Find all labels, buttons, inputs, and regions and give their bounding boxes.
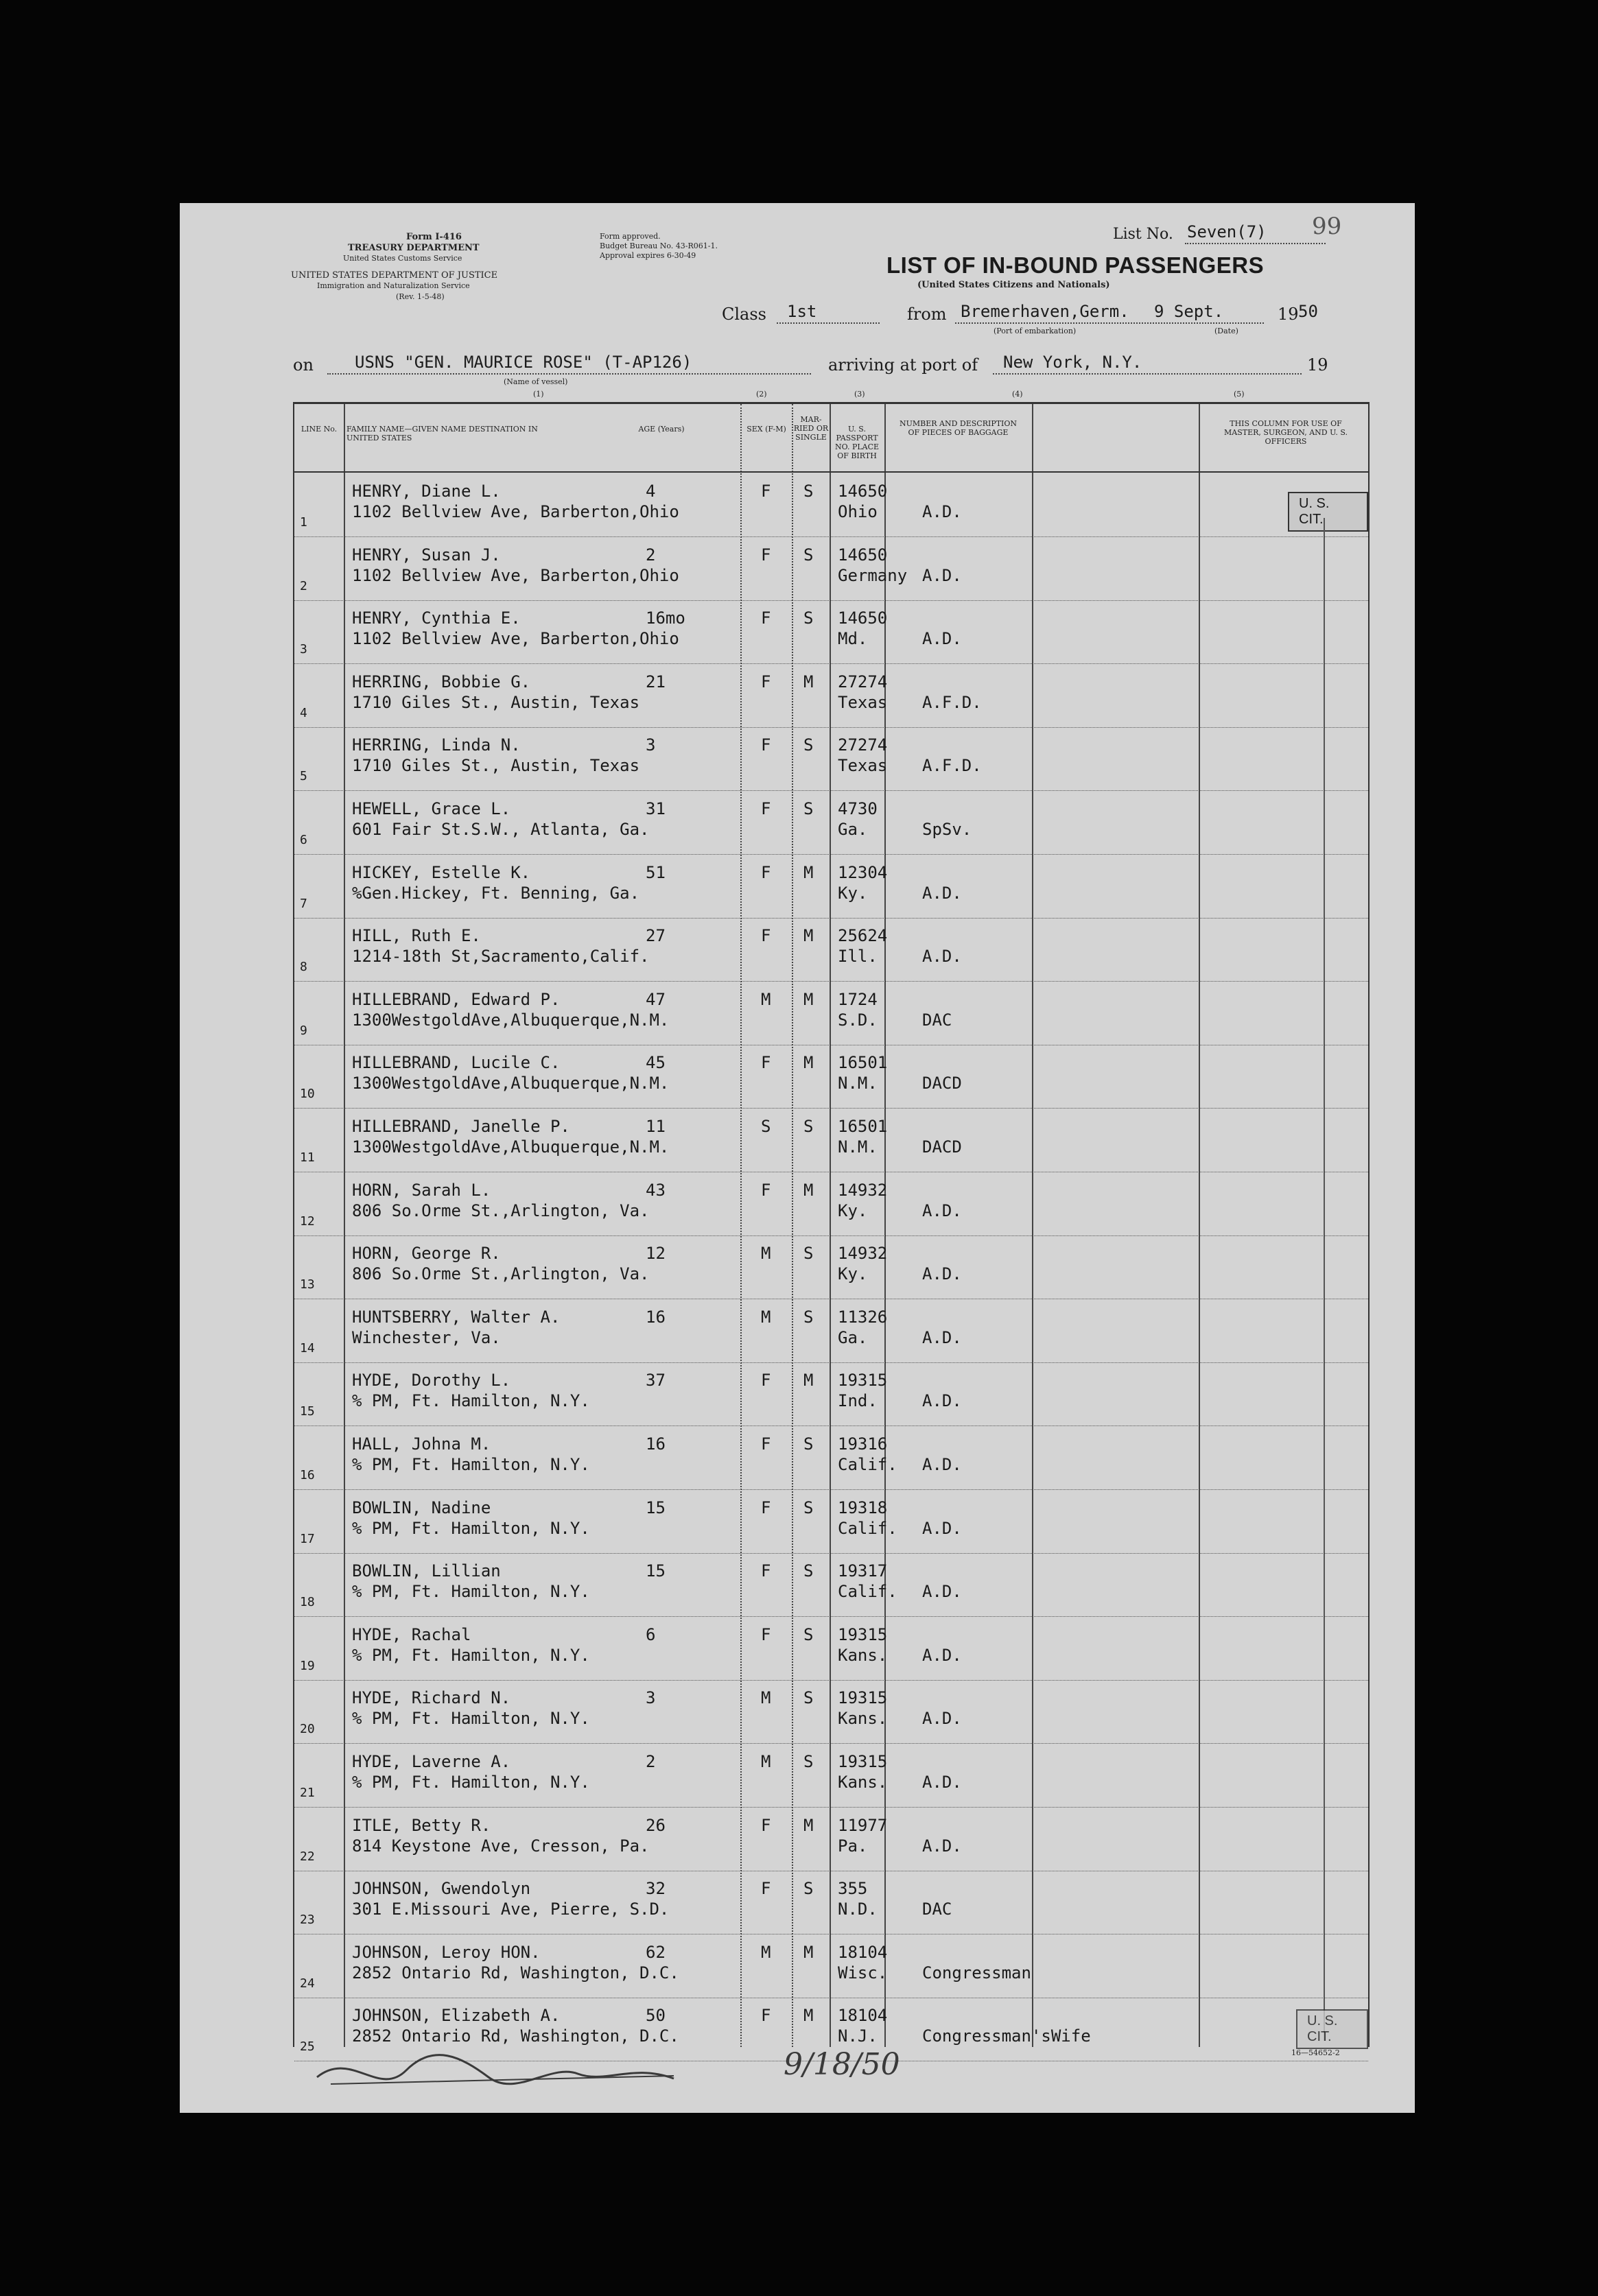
passenger-age: 2 — [646, 1752, 656, 1771]
table-row — [294, 1044, 1368, 1109]
passenger-address: 1102 Bellview Ave, Barberton,Ohio — [352, 565, 679, 585]
passport-number: 11977 — [838, 1815, 888, 1835]
passenger-age: 31 — [646, 799, 666, 818]
passenger-address: 1710 Giles St., Austin, Texas — [352, 756, 640, 776]
table-row — [294, 600, 1368, 664]
passport-number: 355 — [838, 1879, 868, 1899]
baggage: A.D. — [922, 1455, 962, 1474]
baggage: A.D. — [922, 1200, 962, 1220]
marital-status: S — [803, 1561, 814, 1581]
passport-number: 11326 — [838, 1307, 888, 1327]
baggage: A.D. — [922, 1518, 962, 1538]
passenger-name: HENRY, Cynthia E. — [352, 608, 521, 628]
baggage: SpSv. — [922, 820, 972, 839]
passenger-sex: F — [761, 608, 771, 628]
passenger-address: 301 E.Missouri Ave, Pierre, S.D. — [352, 1899, 670, 1919]
passenger-name: HILLEBRAND, Lucile C. — [352, 1053, 561, 1073]
baggage: Congressman'sWife — [922, 2026, 1091, 2046]
passenger-address: 1300WestgoldAve,Albuquerque,N.M. — [352, 1074, 670, 1093]
passenger-name: JOHNSON, Elizabeth A. — [352, 2006, 561, 2026]
line-number: 10 — [300, 1087, 315, 1102]
passenger-address: % PM, Ft. Hamilton, N.Y. — [352, 1455, 590, 1474]
form-revision: (Rev. 1-5-48) — [396, 292, 445, 301]
passenger-address: % PM, Ft. Hamilton, N.Y. — [352, 1391, 590, 1411]
passport-number: 19315 — [838, 1688, 888, 1708]
passenger-age: 62 — [646, 1942, 666, 1962]
passenger-name: JOHNSON, Gwendolyn — [352, 1879, 531, 1899]
passenger-sex: M — [761, 1688, 771, 1708]
passenger-address: % PM, Ft. Hamilton, N.Y. — [352, 1773, 590, 1792]
table-row — [294, 1552, 1368, 1617]
col-header-married: MAR-RIED OR SINGLE — [793, 415, 829, 442]
passenger-age: 12 — [646, 1244, 666, 1264]
line-number: 2 — [300, 578, 307, 593]
col-header-baggage: NUMBER AND DESCRIPTION OF PIECES OF BAGGAGE — [899, 419, 1018, 437]
passenger-name: HICKEY, Estelle K. — [352, 862, 531, 882]
place-of-birth: Ohio — [838, 502, 878, 521]
place-of-birth: N.D. — [838, 1899, 878, 1919]
line-number: 23 — [300, 1913, 315, 1928]
baggage: A.D. — [922, 1709, 962, 1729]
embarkation-date: 9 Sept. — [1154, 302, 1224, 321]
passport-number: 16501 — [838, 1117, 888, 1136]
marital-status: S — [803, 1624, 814, 1644]
passenger-sex: M — [761, 1307, 771, 1327]
passenger-age: 2 — [646, 545, 656, 565]
table-row — [294, 1362, 1368, 1426]
line-number: 6 — [300, 833, 307, 847]
table-row — [294, 981, 1368, 1045]
marital-status: M — [803, 862, 814, 882]
passenger-name: HYDE, Rachal — [352, 1624, 471, 1644]
col-num-3: (3) — [854, 390, 865, 399]
page-number: 99 — [1312, 213, 1342, 240]
passenger-address: 814 Keystone Ave, Cresson, Pa. — [352, 1836, 650, 1856]
line-number: 14 — [300, 1340, 315, 1356]
passenger-sex: F — [761, 862, 771, 882]
passport-number: 14932 — [838, 1244, 888, 1264]
table-row — [294, 663, 1368, 728]
passenger-sex: M — [761, 1942, 771, 1962]
passenger-age: 27 — [646, 926, 666, 946]
baggage: A.D. — [922, 1327, 962, 1347]
baggage: A.D. — [922, 1645, 962, 1665]
passport-number: 27274 — [838, 735, 888, 755]
passenger-name: HORN, Sarah L. — [352, 1180, 491, 1200]
marital-status: S — [803, 735, 814, 755]
table-row — [294, 1172, 1368, 1236]
line-number: 4 — [300, 705, 307, 720]
baggage: A.D. — [922, 1582, 962, 1602]
passenger-address: % PM, Ft. Hamilton, N.Y. — [352, 1518, 590, 1538]
year2: 19 — [1307, 355, 1328, 375]
place-of-birth: Ill. — [838, 947, 878, 967]
line-number: 11 — [300, 1150, 315, 1165]
form-approved: Form approved. — [600, 232, 661, 241]
place-of-birth: Ky. — [838, 1264, 868, 1284]
class-label: Class — [722, 305, 766, 324]
passenger-age: 47 — [646, 989, 666, 1009]
line-number: 8 — [300, 960, 307, 975]
line-number: 7 — [300, 896, 307, 911]
baggage: DACD — [922, 1137, 962, 1157]
marital-status: S — [803, 1498, 814, 1517]
table-row — [294, 854, 1368, 919]
line-number: 24 — [300, 1976, 315, 1991]
line-number: 13 — [300, 1277, 315, 1292]
passenger-name: HEWELL, Grace L. — [352, 799, 511, 818]
passenger-sex: F — [761, 672, 771, 691]
marital-status: S — [803, 799, 814, 818]
passenger-name: ITLE, Betty R. — [352, 1815, 491, 1835]
passenger-address: 2852 Ontario Rd, Washington, D.C. — [352, 1963, 679, 1983]
print-code: 16—54652-2 — [1291, 2048, 1340, 2057]
baggage: DAC — [922, 1899, 952, 1919]
place-of-birth: S.D. — [838, 1010, 878, 1030]
citizen-stamp: U. S. CIT. — [1288, 492, 1368, 532]
passenger-age: 21 — [646, 672, 666, 691]
passenger-sex: S — [761, 1117, 771, 1136]
marital-status: S — [803, 1244, 814, 1264]
passenger-sex: F — [761, 482, 771, 501]
table-row — [294, 536, 1368, 601]
marital-status: S — [803, 1434, 814, 1454]
place-of-birth: Calif. — [838, 1518, 897, 1538]
baggage: A.D. — [922, 1391, 962, 1411]
marital-status: M — [803, 926, 814, 946]
passenger-sex: F — [761, 1180, 771, 1200]
col-header-officers: THIS COLUMN FOR USE OF MASTER, SURGEON, AND U. S. OFFICERS — [1223, 419, 1348, 446]
table-row — [294, 790, 1368, 855]
signature-date: 9/18/50 — [784, 2047, 900, 2082]
marital-status: S — [803, 1688, 814, 1708]
passport-number: 18104 — [838, 1942, 888, 1962]
passport-number: 25624 — [838, 926, 888, 946]
col-num-5: (5) — [1234, 390, 1245, 399]
place-of-birth: Ind. — [838, 1391, 878, 1411]
table-row — [294, 1616, 1368, 1681]
baggage: DACD — [922, 1074, 962, 1093]
baggage: Congressman — [922, 1963, 1031, 1983]
passenger-sex: F — [761, 735, 771, 755]
place-of-birth: N.M. — [838, 1137, 878, 1157]
place-of-birth: Texas — [838, 692, 888, 712]
year-prefix: 19 — [1278, 305, 1299, 324]
marital-status: M — [803, 1180, 814, 1200]
col-header-passport: U. S. PASSPORT NO. PLACE OF BIRTH — [834, 425, 880, 460]
marital-status: S — [803, 1879, 814, 1899]
passport-number: 14650 — [838, 545, 888, 565]
passenger-name: HENRY, Diane L. — [352, 482, 501, 501]
passport-number: 19317 — [838, 1561, 888, 1581]
on-label: on — [293, 355, 314, 375]
handwritten-signature — [290, 2036, 838, 2111]
passenger-address: 806 So.Orme St.,Arlington, Va. — [352, 1264, 650, 1284]
line-number: 22 — [300, 1849, 315, 1864]
col-num-4: (4) — [1012, 390, 1023, 399]
line-number: 12 — [300, 1214, 315, 1229]
passport-number: 19316 — [838, 1434, 888, 1454]
list-no-value: Seven(7) — [1187, 222, 1267, 241]
passenger-address: 601 Fair St.S.W., Atlanta, Ga. — [352, 820, 650, 839]
baggage: A.D. — [922, 947, 962, 967]
passenger-address: 1102 Bellview Ave, Barberton,Ohio — [352, 629, 679, 649]
marital-status: M — [803, 672, 814, 691]
marital-status: M — [803, 2006, 814, 2026]
passenger-name: HENRY, Susan J. — [352, 545, 501, 565]
passenger-sex: F — [761, 1879, 771, 1899]
passenger-sex: F — [761, 799, 771, 818]
passenger-sex: F — [761, 1434, 771, 1454]
marital-status: M — [803, 1815, 814, 1835]
vessel-caption: (Name of vessel) — [504, 377, 568, 386]
passenger-name: HYDE, Dorothy L. — [352, 1371, 511, 1390]
passenger-sex: M — [761, 1752, 771, 1771]
place-of-birth: Kans. — [838, 1645, 888, 1665]
passenger-address: % PM, Ft. Hamilton, N.Y. — [352, 1645, 590, 1665]
passenger-name: HILLEBRAND, Janelle P. — [352, 1117, 570, 1136]
baggage: A.D. — [922, 502, 962, 521]
col-header-name: FAMILY NAME—GIVEN NAME DESTINATION IN UNITED STATES — [346, 425, 538, 442]
line-number: 5 — [300, 769, 307, 784]
table-row — [294, 1743, 1368, 1808]
passenger-name: BOWLIN, Nadine — [352, 1498, 491, 1517]
table-row — [294, 1870, 1368, 1934]
table-row — [294, 1807, 1368, 1871]
line-number: 21 — [300, 1786, 315, 1800]
page-title: LIST OF IN-BOUND PASSENGERS — [886, 252, 1265, 278]
passenger-address: % PM, Ft. Hamilton, N.Y. — [352, 1709, 590, 1729]
baggage: A.D. — [922, 1773, 962, 1792]
marital-status: M — [803, 989, 814, 1009]
marital-status: S — [803, 1117, 814, 1136]
passenger-sex: M — [761, 989, 771, 1009]
passenger-name: HORN, George R. — [352, 1244, 501, 1264]
passenger-sex: F — [761, 2006, 771, 2026]
passenger-age: 43 — [646, 1180, 666, 1200]
baggage: A.D. — [922, 1264, 962, 1284]
table-row — [294, 1235, 1368, 1299]
passenger-name: HYDE, Richard N. — [352, 1688, 511, 1708]
passport-number: 19315 — [838, 1371, 888, 1390]
justice-dept: UNITED STATES DEPARTMENT OF JUSTICE — [291, 270, 498, 281]
treasury-dept: TREASURY DEPARTMENT — [348, 243, 480, 253]
marital-status: S — [803, 1752, 814, 1771]
page-subtitle: (United States Citizens and Nationals) — [917, 280, 1110, 290]
from-label: from — [907, 305, 947, 324]
marital-status: S — [803, 545, 814, 565]
passenger-name: HYDE, Laverne A. — [352, 1752, 511, 1771]
baggage: A.D. — [922, 565, 962, 585]
col-num-1: (1) — [533, 390, 544, 399]
table-row — [294, 1425, 1368, 1490]
place-of-birth: Md. — [838, 629, 868, 649]
arriving-label: arriving at port of — [828, 355, 978, 375]
passenger-age: 45 — [646, 1053, 666, 1073]
vessel-name: USNS "GEN. MAURICE ROSE" (T-AP126) — [355, 353, 692, 372]
passenger-address: 1214-18th St,Sacramento,Calif. — [352, 947, 650, 967]
passenger-age: 3 — [646, 735, 656, 755]
date-caption: (Date) — [1214, 327, 1238, 335]
citizen-stamp-bottom: U. S. CIT. — [1296, 2009, 1368, 2049]
col-num-2: (2) — [756, 390, 767, 399]
line-number: 17 — [300, 1531, 315, 1546]
passenger-address: 1710 Giles St., Austin, Texas — [352, 692, 640, 712]
line-number: 19 — [300, 1658, 315, 1673]
passport-number: 19315 — [838, 1624, 888, 1644]
place-of-birth: Kans. — [838, 1709, 888, 1729]
place-of-birth: Ky. — [838, 1200, 868, 1220]
passenger-name: HUNTSBERRY, Walter A. — [352, 1307, 561, 1327]
form-number: Form I-416 — [406, 232, 462, 242]
marital-status: M — [803, 1053, 814, 1073]
passenger-age: 6 — [646, 1624, 656, 1644]
passenger-age: 4 — [646, 482, 656, 501]
passenger-age: 37 — [646, 1371, 666, 1390]
passenger-name: HILLEBRAND, Edward P. — [352, 989, 561, 1009]
ins-service: Immigration and Naturalization Service — [317, 281, 470, 290]
place-of-birth: Calif. — [838, 1582, 897, 1602]
class-value: 1st — [787, 302, 817, 321]
place-of-birth: N.M. — [838, 1074, 878, 1093]
col-header-sex: SEX (F-M) — [747, 425, 786, 434]
passenger-address: % PM, Ft. Hamilton, N.Y. — [352, 1582, 590, 1602]
table-row — [294, 1679, 1368, 1744]
passport-number: 12304 — [838, 862, 888, 882]
place-of-birth: Pa. — [838, 1836, 868, 1856]
passenger-name: BOWLIN, Lillian — [352, 1561, 501, 1581]
passenger-address: 1300WestgoldAve,Albuquerque,N.M. — [352, 1010, 670, 1030]
marital-status: S — [803, 482, 814, 501]
place-of-birth: N.J. — [838, 2026, 878, 2046]
passenger-sex: F — [761, 1624, 771, 1644]
customs-service: United States Customs Service — [343, 254, 462, 263]
place-of-birth: Germany — [838, 565, 908, 585]
passenger-age: 16mo — [646, 608, 685, 628]
passenger-age: 50 — [646, 2006, 666, 2026]
list-no-label: List No. — [1113, 226, 1173, 243]
col-header-line: LINE No. — [301, 425, 338, 434]
passenger-age: 16 — [646, 1434, 666, 1454]
col-header-age: AGE (Years) — [638, 425, 685, 434]
line-number: 25 — [300, 2039, 315, 2055]
table-row — [294, 1934, 1368, 1998]
passenger-name: HALL, Johna M. — [352, 1434, 491, 1454]
place-of-birth: Wisc. — [838, 1963, 888, 1983]
table-row — [294, 1299, 1368, 1363]
port-of-embarkation: Bremerhaven,Germ. — [961, 302, 1129, 321]
passenger-sex: F — [761, 1561, 771, 1581]
passport-number: 4730 — [838, 799, 878, 818]
line-number: 1 — [300, 515, 307, 530]
passenger-sex: F — [761, 545, 771, 565]
line-number: 9 — [300, 1023, 307, 1038]
baggage: A.D. — [922, 883, 962, 903]
marital-status: M — [803, 1371, 814, 1390]
passenger-sex: F — [761, 1371, 771, 1390]
baggage: A.F.D. — [922, 756, 982, 776]
line-number: 20 — [300, 1722, 315, 1737]
passport-number: 16501 — [838, 1053, 888, 1073]
passenger-age: 26 — [646, 1815, 666, 1835]
passport-number: 27274 — [838, 672, 888, 691]
passenger-age: 32 — [646, 1879, 666, 1899]
passenger-name: HERRING, Linda N. — [352, 735, 521, 755]
line-number: 16 — [300, 1468, 315, 1482]
passenger-name: JOHNSON, Leroy HON. — [352, 1942, 541, 1962]
manifest-sheet — [180, 203, 1415, 2113]
budget-bureau: Budget Bureau No. 43-R061-1. — [600, 241, 718, 250]
table-row — [294, 473, 1368, 537]
marital-status: M — [803, 1942, 814, 1962]
passenger-sex: F — [761, 1815, 771, 1835]
passport-number: 1724 — [838, 989, 878, 1009]
approval-expiry: Approval expires 6-30-49 — [600, 251, 696, 260]
passport-number: 14650 — [838, 608, 888, 628]
place-of-birth: Calif. — [838, 1455, 897, 1474]
passenger-address: 1300WestgoldAve,Albuquerque,N.M. — [352, 1137, 670, 1157]
baggage: A.D. — [922, 629, 962, 649]
passenger-name: HILL, Ruth E. — [352, 926, 481, 946]
place-of-birth: Kans. — [838, 1773, 888, 1792]
place-of-birth: Ky. — [838, 883, 868, 903]
passenger-age: 16 — [646, 1307, 666, 1327]
passenger-sex: F — [761, 926, 771, 946]
baggage: A.D. — [922, 1836, 962, 1856]
passenger-address: %Gen.Hickey, Ft. Benning, Ga. — [352, 883, 640, 903]
line-number: 15 — [300, 1404, 315, 1419]
line-number: 3 — [300, 642, 307, 657]
place-of-birth: Texas — [838, 756, 888, 776]
passport-number: 18104 — [838, 2006, 888, 2026]
baggage: A.F.D. — [922, 692, 982, 712]
passenger-address: 2852 Ontario Rd, Washington, D.C. — [352, 2026, 679, 2046]
passenger-age: 11 — [646, 1117, 666, 1136]
arrival-port: New York, N.Y. — [1003, 353, 1142, 372]
table-row — [294, 1489, 1368, 1554]
place-of-birth: Ga. — [838, 1327, 868, 1347]
table-row — [294, 726, 1368, 791]
passenger-age: 51 — [646, 862, 666, 882]
baggage: DAC — [922, 1010, 952, 1030]
marital-status: S — [803, 608, 814, 628]
passport-number: 19318 — [838, 1498, 888, 1517]
passenger-age: 15 — [646, 1561, 666, 1581]
table-row — [294, 1108, 1368, 1172]
passenger-address: 1102 Bellview Ave, Barberton,Ohio — [352, 502, 679, 521]
port-caption: (Port of embarkation) — [994, 327, 1077, 335]
passport-number: 19315 — [838, 1752, 888, 1771]
passport-number: 14650 — [838, 482, 888, 501]
place-of-birth: Ga. — [838, 820, 868, 839]
line-number: 18 — [300, 1595, 315, 1610]
passenger-name: HERRING, Bobbie G. — [352, 672, 531, 691]
passenger-address: Winchester, Va. — [352, 1327, 501, 1347]
passenger-address: 806 So.Orme St.,Arlington, Va. — [352, 1200, 650, 1220]
year-value: 50 — [1298, 302, 1318, 321]
passenger-sex: F — [761, 1053, 771, 1073]
marital-status: S — [803, 1307, 814, 1327]
passenger-sex: M — [761, 1244, 771, 1264]
table-row — [294, 917, 1368, 982]
passenger-age: 15 — [646, 1498, 666, 1517]
passenger-sex: F — [761, 1498, 771, 1517]
passenger-age: 3 — [646, 1688, 656, 1708]
passport-number: 14932 — [838, 1180, 888, 1200]
